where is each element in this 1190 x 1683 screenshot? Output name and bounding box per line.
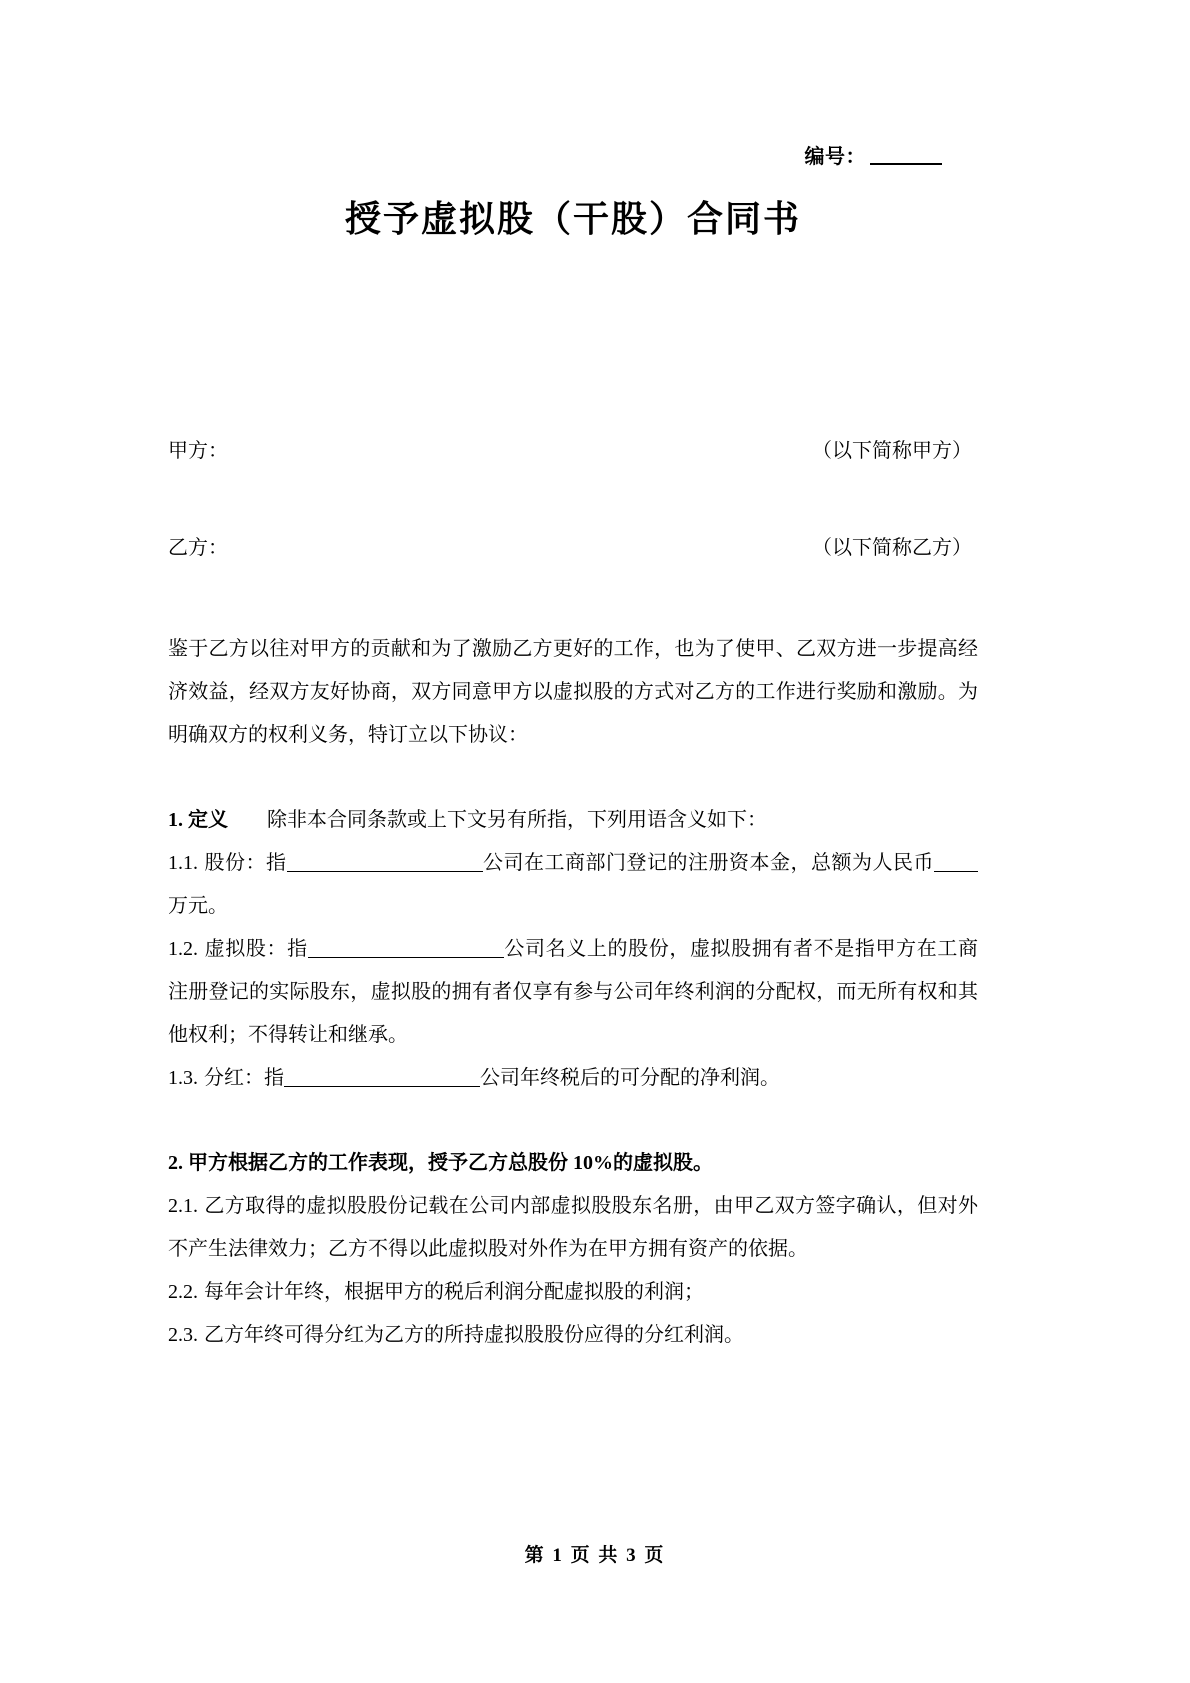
section-1-number: 1. [168, 809, 183, 831]
section-1-keyword: 定义 [188, 809, 228, 831]
clause-1-1 [168, 842, 978, 928]
clause-2-1 [168, 1185, 978, 1271]
clause-1-3-before: 分红：指 [204, 1067, 284, 1089]
spacer [168, 757, 978, 799]
clause-1-2-blank-company [308, 957, 504, 958]
party-row-party-b [168, 531, 978, 560]
party-row-party-a [168, 434, 978, 463]
clause-1-3 [168, 1057, 978, 1100]
clause-1-2 [168, 928, 978, 1057]
clause-2-3-text: 乙方年终可得分红为乙方的所持虚拟股股份应得的分红利润。 [204, 1324, 744, 1346]
section-1-lead-text: 除非本合同条款或上下文另有所指，下列用语含义如下： [267, 809, 767, 831]
clause-1-2-before: 虚拟股：指 [204, 938, 308, 960]
clause-2-1-text: 乙方取得的虚拟股股份记载在公司内部虚拟股股东名册，由甲乙双方签字确认，但对外不产生法律效力；乙方不得以此虚拟股对外作为在甲方拥有资产的依据。 [168, 1195, 978, 1260]
clause-1-3-after: 公司年终税后的可分配的净利润。 [480, 1067, 780, 1089]
clause-1-3-number: 1.3. [168, 1067, 198, 1089]
clause-1-2-number: 1.2. [168, 938, 198, 960]
section-1-title [168, 799, 978, 842]
party-a-alias: （以下简称甲方） [812, 440, 972, 462]
page-title: 授予虚拟股（干股）合同书 [344, 199, 801, 239]
page-content [168, 0, 978, 1357]
document-number-label: 编号： [804, 146, 866, 168]
clause-2-2-number: 2.2. [168, 1281, 198, 1303]
section-2-number: 2. [168, 1152, 183, 1174]
recital-paragraph: 鉴于乙方以往对甲方的贡献和为了激励乙方更好的工作，也为了使甲、乙双方进一步提高经济效益，经双方友好协商，双方同意甲方以虚拟股的方式对乙方的工作进行奖励和激励。为明确双方的权利义务，特订立以下协议： [168, 638, 978, 746]
spacer [168, 1100, 978, 1142]
party-b-alias: （以下简称乙方） [812, 537, 972, 559]
section-2-title [168, 1142, 978, 1185]
clause-1-1-tail: 万元。 [168, 895, 228, 917]
document-number [168, 140, 978, 169]
section-2-heading: 甲方根据乙方的工作表现，授予乙方总股份 10%的虚拟股。 [188, 1152, 713, 1174]
clause-1-3-blank-company [284, 1086, 480, 1087]
clause-2-2-text: 每年会计年终，根据甲方的税后利润分配虚拟股的利润； [204, 1281, 704, 1303]
clause-1-1-number: 1.1. [168, 852, 198, 874]
clause-1-1-blank-company [287, 871, 483, 872]
clause-2-3 [168, 1314, 978, 1357]
clause-1-1-before: 股份：指 [204, 852, 287, 874]
clause-1-1-blank-amount [934, 871, 978, 872]
clause-2-3-number: 2.3. [168, 1324, 198, 1346]
party-a-label: 甲方： [168, 440, 228, 462]
clause-1-2-after: 公司名义上的股份，虚拟股拥有者不是指甲方在工商注册登记的实际股东，虚拟股的拥有者仅享有参与公司年终利润的分配权，而无所有权和其他权利；不得转让和继承。 [168, 938, 979, 1046]
parties-block [168, 434, 978, 560]
clause-2-2 [168, 1271, 978, 1314]
document-number-blank [870, 163, 942, 165]
party-b-label: 乙方： [168, 537, 228, 559]
clause-2-1-number: 2.1. [168, 1195, 198, 1217]
page-footer: 第 1 页 共 3 页 [524, 1545, 666, 1566]
clause-1-1-after: 公司在工商部门登记的注册资本金，总额为人民币 [482, 852, 934, 874]
